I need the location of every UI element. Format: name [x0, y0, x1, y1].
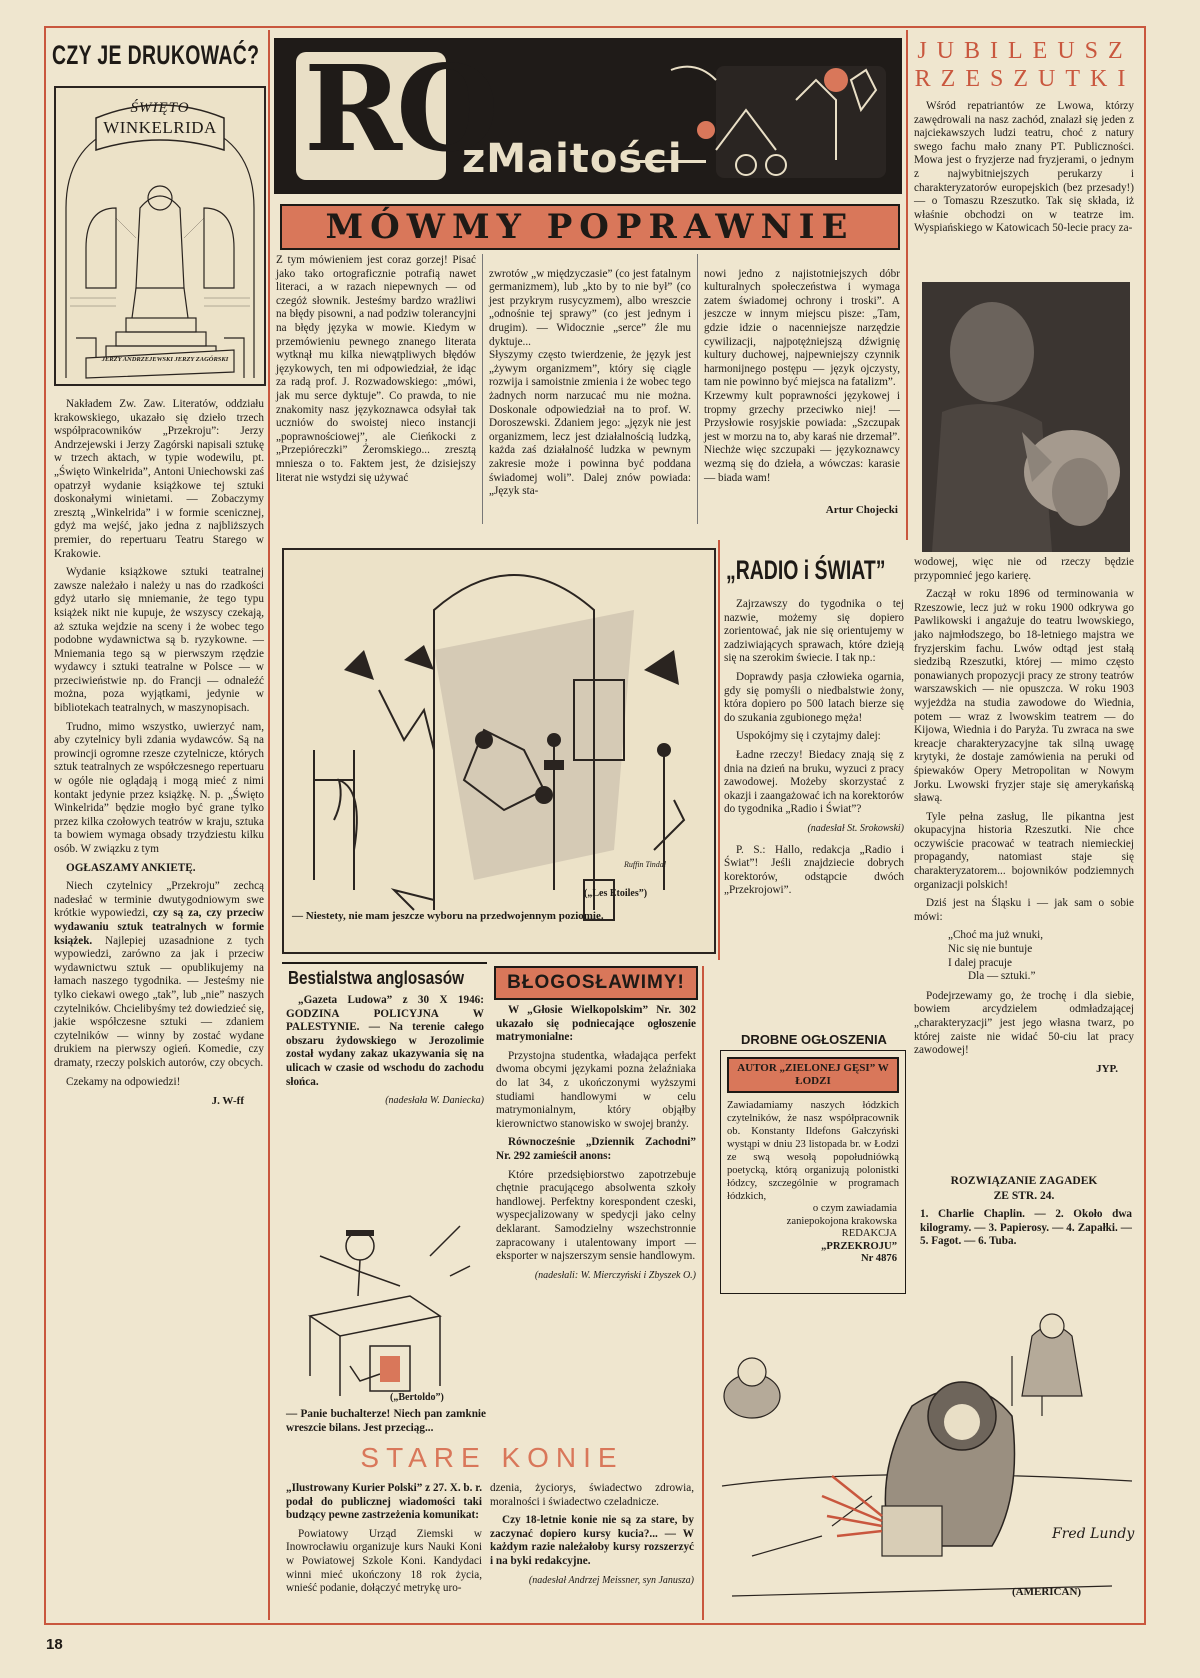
stare-title: STARE KONIE	[360, 1442, 624, 1473]
blogoslawimy-p4: Które przedsiębiorstwo zapotrzebuje chętnie pracującego absolwenta szkoły handlowej. Perfektny korespondent czeski, wyspecjalizowany w spedycji jako celny deklarant. Samodzielny wszechstronnie zapracowany i utalentowany import — eksporter w najszerszym sensie handlowym.	[496, 1168, 696, 1263]
cartoon2-credit: („Bertoldo”)	[390, 1392, 444, 1403]
jubileusz-title-1: JUBILEUSZ	[917, 38, 1133, 64]
bestialstwa-p1: „Gazeta Ludowa” z 30 X 1946: GODZINA POLICYJNA W PALESTYNIE. — Na terenie całego obszaru żydowskiego w Jerozolimie został wydany zakaz ukazywania się na ulicach w czasie od wschodu do zachodu słońca.	[286, 994, 484, 1088]
rule-bestialstwa	[282, 962, 487, 964]
blogoslawimy-title: BŁOGOSŁAWIMY!	[507, 972, 685, 993]
divider-right-top	[906, 30, 908, 540]
blogoslawimy-article	[496, 1004, 696, 1282]
radio-p1: Zajrzawszy do tygodnika o tej nazwie, możemy się dopiero zorientować, jak nie się orientujemy w zadziwiających sprawach, które dzieją się na szerokim świecie. I tak np.:	[724, 598, 904, 665]
radio-p4: Uspokójmy się i czytajmy dalej:	[736, 730, 881, 743]
radio-ps: P. S.: Hallo, redakcja „Radio i Świat”! Jeśli znajdziecie dobrych korektorów, odstąpcie dwóch „Przekrojowi”.	[724, 843, 904, 897]
blogoslawimy-p3: Równocześnie „Dziennik Zachodni” Nr. 292 zamieścił anons:	[496, 1136, 696, 1162]
divider-mid-right	[718, 540, 720, 960]
jubileusz-p1-wrap	[914, 100, 1134, 241]
poem-line-2: Nic się nie buntuje	[948, 943, 1033, 956]
drobne-end-1: o czym zawiadamia	[812, 1203, 897, 1214]
jubileusz-p3: Zaczął w roku 1896 od terminowania w Rzeszowie, lecz już w roku 1900 odkrywa go Pawlikowski i angażuje do teatru lwowskiego, jako najmłodszego, bo 18-letniego majstra we fryzjerskim fachu. Lwów odtąd jest stałą siedzibą Rzeszutki, której — mimo często ponawianych propozycji pracy ze strony teatrów warszawskich — nie opuszcza. W roku 1903 wyjeżdża na studia zawodowe do Wiednia, potem — wraz z lwowskim teatrem — do Kijowa, Wiednia i do Paryża. Tu zwraca na swe kreacje charakteryzacyjne tak silną uwagę krytyki, że dostaje zamówienia na peruki od śpiewaków Opery Metropolitan w Nowym Jorku. Lwowski fryzjer staje się amerykańską sławą.	[914, 588, 1134, 805]
left-headline: CZY JE DRUKOWAĆ?	[52, 40, 260, 70]
stare-col1-bold: „Ilustrowany Kurier Polski” z 27. X. b. r. podał do publicznej wiadomości taki budzący pewne zastrzeżenia komunikat:	[286, 1482, 482, 1522]
blogoslawimy-credit: (nadesłali: W. Mierczyński i Zbyszek O.)	[534, 1269, 696, 1281]
left-p5b: czy są za, czy przeciw wydawaniu sztuk teatralnych w formie książek.	[54, 907, 264, 947]
bestialstwa-credit: (nadesłała W. Daniecka)	[385, 1095, 484, 1107]
bestialstwa-article	[286, 994, 484, 1108]
blogoslawimy-p1: W „Głosie Wielkopolskim” Nr. 302 ukazało się podniecające ogłoszenie matrymonialne:	[496, 1004, 696, 1044]
rozwiazanie-text: 1. Charlie Chaplin. — 2. Około dwa kilogramy. — 3. Papierosy. — 4. Zapałki. — 5. Fagot. — 6. Tuba.	[920, 1208, 1132, 1248]
winkelrid-illustration	[54, 86, 266, 386]
cartoon-les-etoiles-drawing	[284, 550, 714, 952]
cartoon-american-drawing	[712, 1296, 1136, 1618]
jubileusz-p4: Tyle pełna zasług, lle pikantna jest okupacyjna historia Rzeszutki. Nie chce oczywiście pracować w teatrach niemieckiej propagandy, natomiast staje się charakteryzatorem... bojowników podziemnych organizacji polskich!	[914, 810, 1134, 891]
drobne-end-4: Nr 4876	[861, 1253, 897, 1264]
cartoon-american	[712, 1296, 1136, 1618]
mowmy-col3	[704, 254, 900, 531]
mowmy-div-2	[697, 254, 698, 524]
divider-left	[268, 30, 270, 1620]
stare-col2-text: dzenia, życiorys, świadectwo zdrowia, moralności i świadectwo czeladnicze.	[490, 1482, 694, 1508]
mowmy-col3-text: nowi jedno z najistotniejszych dóbr kulturalnych społeczeństwa i wymaga zatem świadomej ochrony i troski”. A jeszcze w innym miejscu pisze: „Tam, gdzie idzie o nacenniejsze narzędzie cywilizacji, najpotężniejszą dźwignię kultury duchowej, najpewniejszy czynnik harmonijnego postępu — język ojczysty, tam nie powinno być miejsca na fatalizm”. Krzewmy kult poprawności językowej i tropmy grzechy przeciwko niej! — Przysłowie rosyjskie powiada: „Szczupak jest w morzu na to, aby karaś nie drzemał”. Niechże więc szczupaki — językoznawcy wezmą się do dzieła, a wówczas: karasie — biada wam!	[704, 267, 900, 484]
mowmy-title: MÓWMY POPRAWNIE	[325, 207, 855, 247]
cartoon3-artist-sig: Fred Lundy	[1052, 1526, 1135, 1542]
jubileusz-rest	[914, 556, 1134, 1076]
jubileusz-p5: Dziś jest na Śląsku i — jak sam o sobie mówi:	[914, 897, 1134, 923]
rzeszutko-photo	[922, 282, 1130, 552]
radio-article	[724, 598, 904, 903]
left-p3: Trudno, mimo wszystko, uwierzyć nam, aby czytelnicy byli zdania wydawców. Są na prowincji ogromne rzesze czytelnicze, których sztuk teatralnych ze współczesnego repertuaru w ogóle nie oglądają i mogą mieć z nimi kontakt jedynie przez książkę. N. p. „Święto Winkelrida” będzie mogło być grane tylko przez kilka czołowych teatrów w kraju, sztuka ta bowiem wymaga obsady trzydziestu kilku osób. W związku z tym	[54, 720, 264, 855]
jubileusz-p2: wodowej, więc nie od rzeczy będzie przypomnieć jego karierę.	[914, 556, 1134, 582]
mowmy-col1	[276, 254, 476, 490]
jubileusz-signature: JYP.	[1096, 1062, 1118, 1075]
banner-ro: RO	[304, 39, 493, 178]
cartoon1-caption: — Niestety, nie mam jeszcze wyboru na przedwojennym poziomie.	[292, 910, 604, 922]
page-number: 18	[46, 1636, 63, 1653]
illus-title-1: ŚWIĘTO	[130, 100, 190, 116]
cartoon-les-etoiles	[282, 548, 716, 954]
rozmaitosci-banner	[274, 38, 902, 194]
poem-line-4: Dla — sztuki.”	[968, 970, 1036, 983]
blogoslawimy-title-box	[494, 966, 698, 1000]
mowmy-title-box	[280, 204, 900, 250]
mowmy-col2	[489, 254, 691, 517]
rozwiazanie-title-2: ZE STR. 24.	[993, 1190, 1055, 1202]
drobne-end-3: „PRZEKROJU”	[821, 1240, 897, 1252]
stare-col2-bold: Czy 18-letnie konie nie są za stare, by zaczynać dopiero kursy kucia?... — W każdym razie należałoby kursy rozszerzyć i na byki redakcyjne.	[490, 1514, 694, 1567]
left-p6: Czekamy na odpowiedzi!	[66, 1075, 181, 1088]
photo-content	[922, 282, 1130, 552]
divider-bottom-mid	[702, 966, 704, 1620]
mowmy-div-1	[482, 254, 483, 524]
cartoon3-credit: (AMERICAN)	[1012, 1586, 1082, 1598]
bestialstwa-title: Bestialstwa anglosasów	[288, 968, 465, 988]
left-ankieta: OGŁASZAMY ANKIETĘ.	[66, 861, 196, 874]
left-p1: Nakładem Zw. Zaw. Literatów, oddziału krakowskiego, ukazało się dzieło trzech współpracowników „Przekroju”: Jerzy Andrzejewski i Jerzy Zagórski napisali sztukę w trzech aktach, w typie wodewilu, pt. „Święto Winkelrida”, Antoni Uniechowski zaś opatrzył wydanie książkowe tej sztuki doskonałymi winietami. — Zobaczymy zresztą „Winkelrida” i w formie scenicznej, gdyż ma wejść, jako jedna z najbliższych premier, do repertuaru Teatru Starego w Krakowie.	[54, 398, 264, 560]
jubileusz-p1: Wśród repatriantów ze Lwowa, którzy zawędrowali na nasz zachód, znalazł się jeden z najciekawszych ludzi teatru, choć z natury swego fachu mało znany PT. Publiczności. Mowa jest o fryzjerze nad fryzjerami, o jednym z najwybitniejszych perukarzy i charakteryzatorów europejskich (bez przesady!) — o Tomaszu Rzeszutko. Tak się składa, iż właśnie obchodzi on w teatrze im. Wyspiańskiego w Katowicach 50-lecie pracy za-	[914, 100, 1134, 235]
stare-col1	[286, 1482, 482, 1601]
cartoon-bertoldo-drawing	[290, 1216, 480, 1402]
illus-authors: JERZY ANDRZEJEWSKI JERZY ZAGÓRSKI	[101, 356, 229, 363]
radio-p3: Doprawdy pasja człowieka ogarnia, gdy się pomyśli o niedbalstwie żony, która dopiero po 500 latach bierze się do szukania zgubionego męża!	[724, 670, 904, 724]
poem-line-3: I dalej pracuje	[948, 956, 1012, 969]
drobne-box-title: AUTOR „ZIELONEJ GĘSI” W ŁODZI	[727, 1057, 899, 1093]
cartoon2-caption: — Panie buchalterze! Niech pan zamknie wreszcie bilans. Jest przeciąg...	[286, 1408, 486, 1434]
banner-rest: zMaitości	[462, 136, 683, 182]
drobne-title: DROBNE OGŁOSZENIA	[741, 1032, 887, 1047]
blogoslawimy-p2: Przystojna studentka, władająca perfekt dwoma obcymi językami pozna żelaźniaka do lat 34, z ukończonymi wyższymi studiami handlowymi w celu matrymonialnym, który objąłby kierownictwo stanowisko w swojej branży.	[496, 1049, 696, 1130]
mowmy-signature: Artur Chojecki	[825, 503, 898, 516]
left-article	[54, 398, 264, 1109]
drobne-box	[720, 1050, 906, 1294]
mowmy-col2-text: zwrotów „w międzyczasie” (co jest fatalnym germanizmem), lub „kto by to nie był” (co jest przykrym rusycyzmem), albo wreszcie „odnośnie tej sprawy” (co jest jednym i drugim). — Widocznie „serce” źle mu dyktuje... Słyszymy często twierdzenie, że język jest „żywym organizmem”, który się ciągle rozwija i samoistnie zmienia i że wobec tego żadnych norm narzucać mu nie można. Doskonale odpowiedział na to prof. W. Doroszewski. Zdaniem jego: „język nie jest organizmem, lecz jest działalnością ludzką, każda zaś działalność ludzka w pewnym zakresie może i powinna być poddana świadomej woli”. Dalej znów powiada: „Język sta-	[489, 267, 691, 498]
radio-credit: (nadesłał St. Srokowski)	[807, 822, 904, 834]
stare-col1-text: Powiatowy Urząd Ziemski w Inowrocławiu organizuje kurs Nauki Koni w Powiatowej Szkole Koni. Kandydaci winni mieć ukończony 18 rok życia, wnieść podanie, dołączyć metrykę uro-	[286, 1527, 482, 1595]
jubileusz-p6: Podejrzewamy go, że trochę i dla siebie, bowiem arcydzielem odmładzającej „charakteryzacji” jest jego własna twarz, po której zaiste nie widać 50-ciu lat pracy zawodowej!	[914, 989, 1134, 1057]
stare-col2	[490, 1482, 694, 1587]
cartoon1-artist-sig: Ruffin Tindal	[624, 860, 667, 869]
jubileusz-poem	[914, 929, 1134, 983]
drobne-box-text: Zawiadamiamy naszych łódzkich czytelników, że nasz współpracownik ob. Konstanty Ildefons Gałczyński wystąpi w dniu 23 listopada br. w Łodzi ze swą wesołą popołudniówką poetycką, którą organizują polonistki łódzcy, szczególnie w programach łódzkich,	[727, 1100, 899, 1202]
left-signature: J. W-ff	[211, 1095, 244, 1108]
jubileusz-title-2: RZESZUTKI	[914, 66, 1136, 92]
mowmy-col1-text: Z tym mówieniem jest coraz gorzej! Pisać jako tako ortograficznie potrafią nawet literaci, a w razach niepewnych — od czegóż słownik. Jesteśmy bardzo wrażliwi na błędy pisowni, a nad podziw tolerancyjni na błędy języka w mowie. Kiedym w przemówieniu pewnego znanego literata wytknął mu kilka niewątpliwych błędów językowych, ten mi odpowiedział, że idąc za radą prof. J. Rozwadowskiego: „mówi, jak mu serce dyktuje”. Co prawda, to nie znakomity nasz językoznawca odsyłał tak uczniów do swoistej nieco instancji „poprawnościowej”, ale Cieńkocki z „Przepióreczki” Żeromskiego... zresztą mniesza o to. Faktem jest, że dzisiejszy literat nie wstydzi się używać	[276, 254, 476, 484]
left-p2: Wydanie książkowe sztuki teatralnej zawsze należało i należy u nas do rzadkości gdyż utarło się mniemanie, że tego typu książek nikt nie kupuje, że wszyscy czekają, aż sztuka wejdzie na sceny i że wobec tego podobne wydawnictwa są b. ryzykowne. — Mniemania tego są w pierwszym rzędzie wydawcy i sztuki teatralne w Polsce — w przeciwieństwie np. do Francji — odnaleźć można, poza wyjątkami, jedynie w bibliotekach teatralnych, w maszynopisach.	[54, 566, 264, 715]
left-p5c: Najlepiej uzasadnione z tych wypowiedzi, zarówno za jak i przeciw wydawnictwu sztuk — opublikujemy na łamach naszego tygodnika. — Jesteśmy nie tylko ciekawi owego „tak”, lub „nie” naszych czytelników. Chcielibyśmy też dowiedzieć się, jakie współczesne sztuki — zdaniem czytelników — winny by zostać wydane drukiem na pierwszy ogień. Komedie, czy dramaty, rzeczy polskich autorów, czy obcych.	[54, 934, 264, 1069]
drobne-box-end	[721, 1203, 905, 1266]
cartoon1-credit: („Les Etoiles”)	[584, 888, 648, 899]
rozwiazanie-title-1: ROZWIĄZANIE ZAGADEK	[950, 1175, 1098, 1187]
poem-line-1: „Choć ma już wnuki,	[948, 929, 1044, 942]
stare-credit: (nadesłał Andrzej Meissner, syn Janusza)	[528, 1574, 694, 1586]
radio-title: „RADIO i ŚWIAT”	[726, 555, 886, 585]
illus-title-2: WINKELRIDA	[103, 118, 217, 137]
cartoon-bertoldo	[290, 1216, 480, 1402]
drobne-end-2: zaniepokojona krakowska REDAKCJA	[786, 1215, 897, 1239]
left-p5a: Niech czytelnicy „Przekroju” zechcą nadesłać w terminie dwutygodniowym swe krótkie wypowiedzi,	[54, 880, 264, 920]
radio-p6: Ładne rzeczy! Biedacy znają się z dnia na dzień na bruku, wyzuci z pracy zawodowej. Możeby skorzystać z okazji i zaangażować ich na korektorów do tygodnika „Radio i Świat”?	[724, 748, 904, 816]
